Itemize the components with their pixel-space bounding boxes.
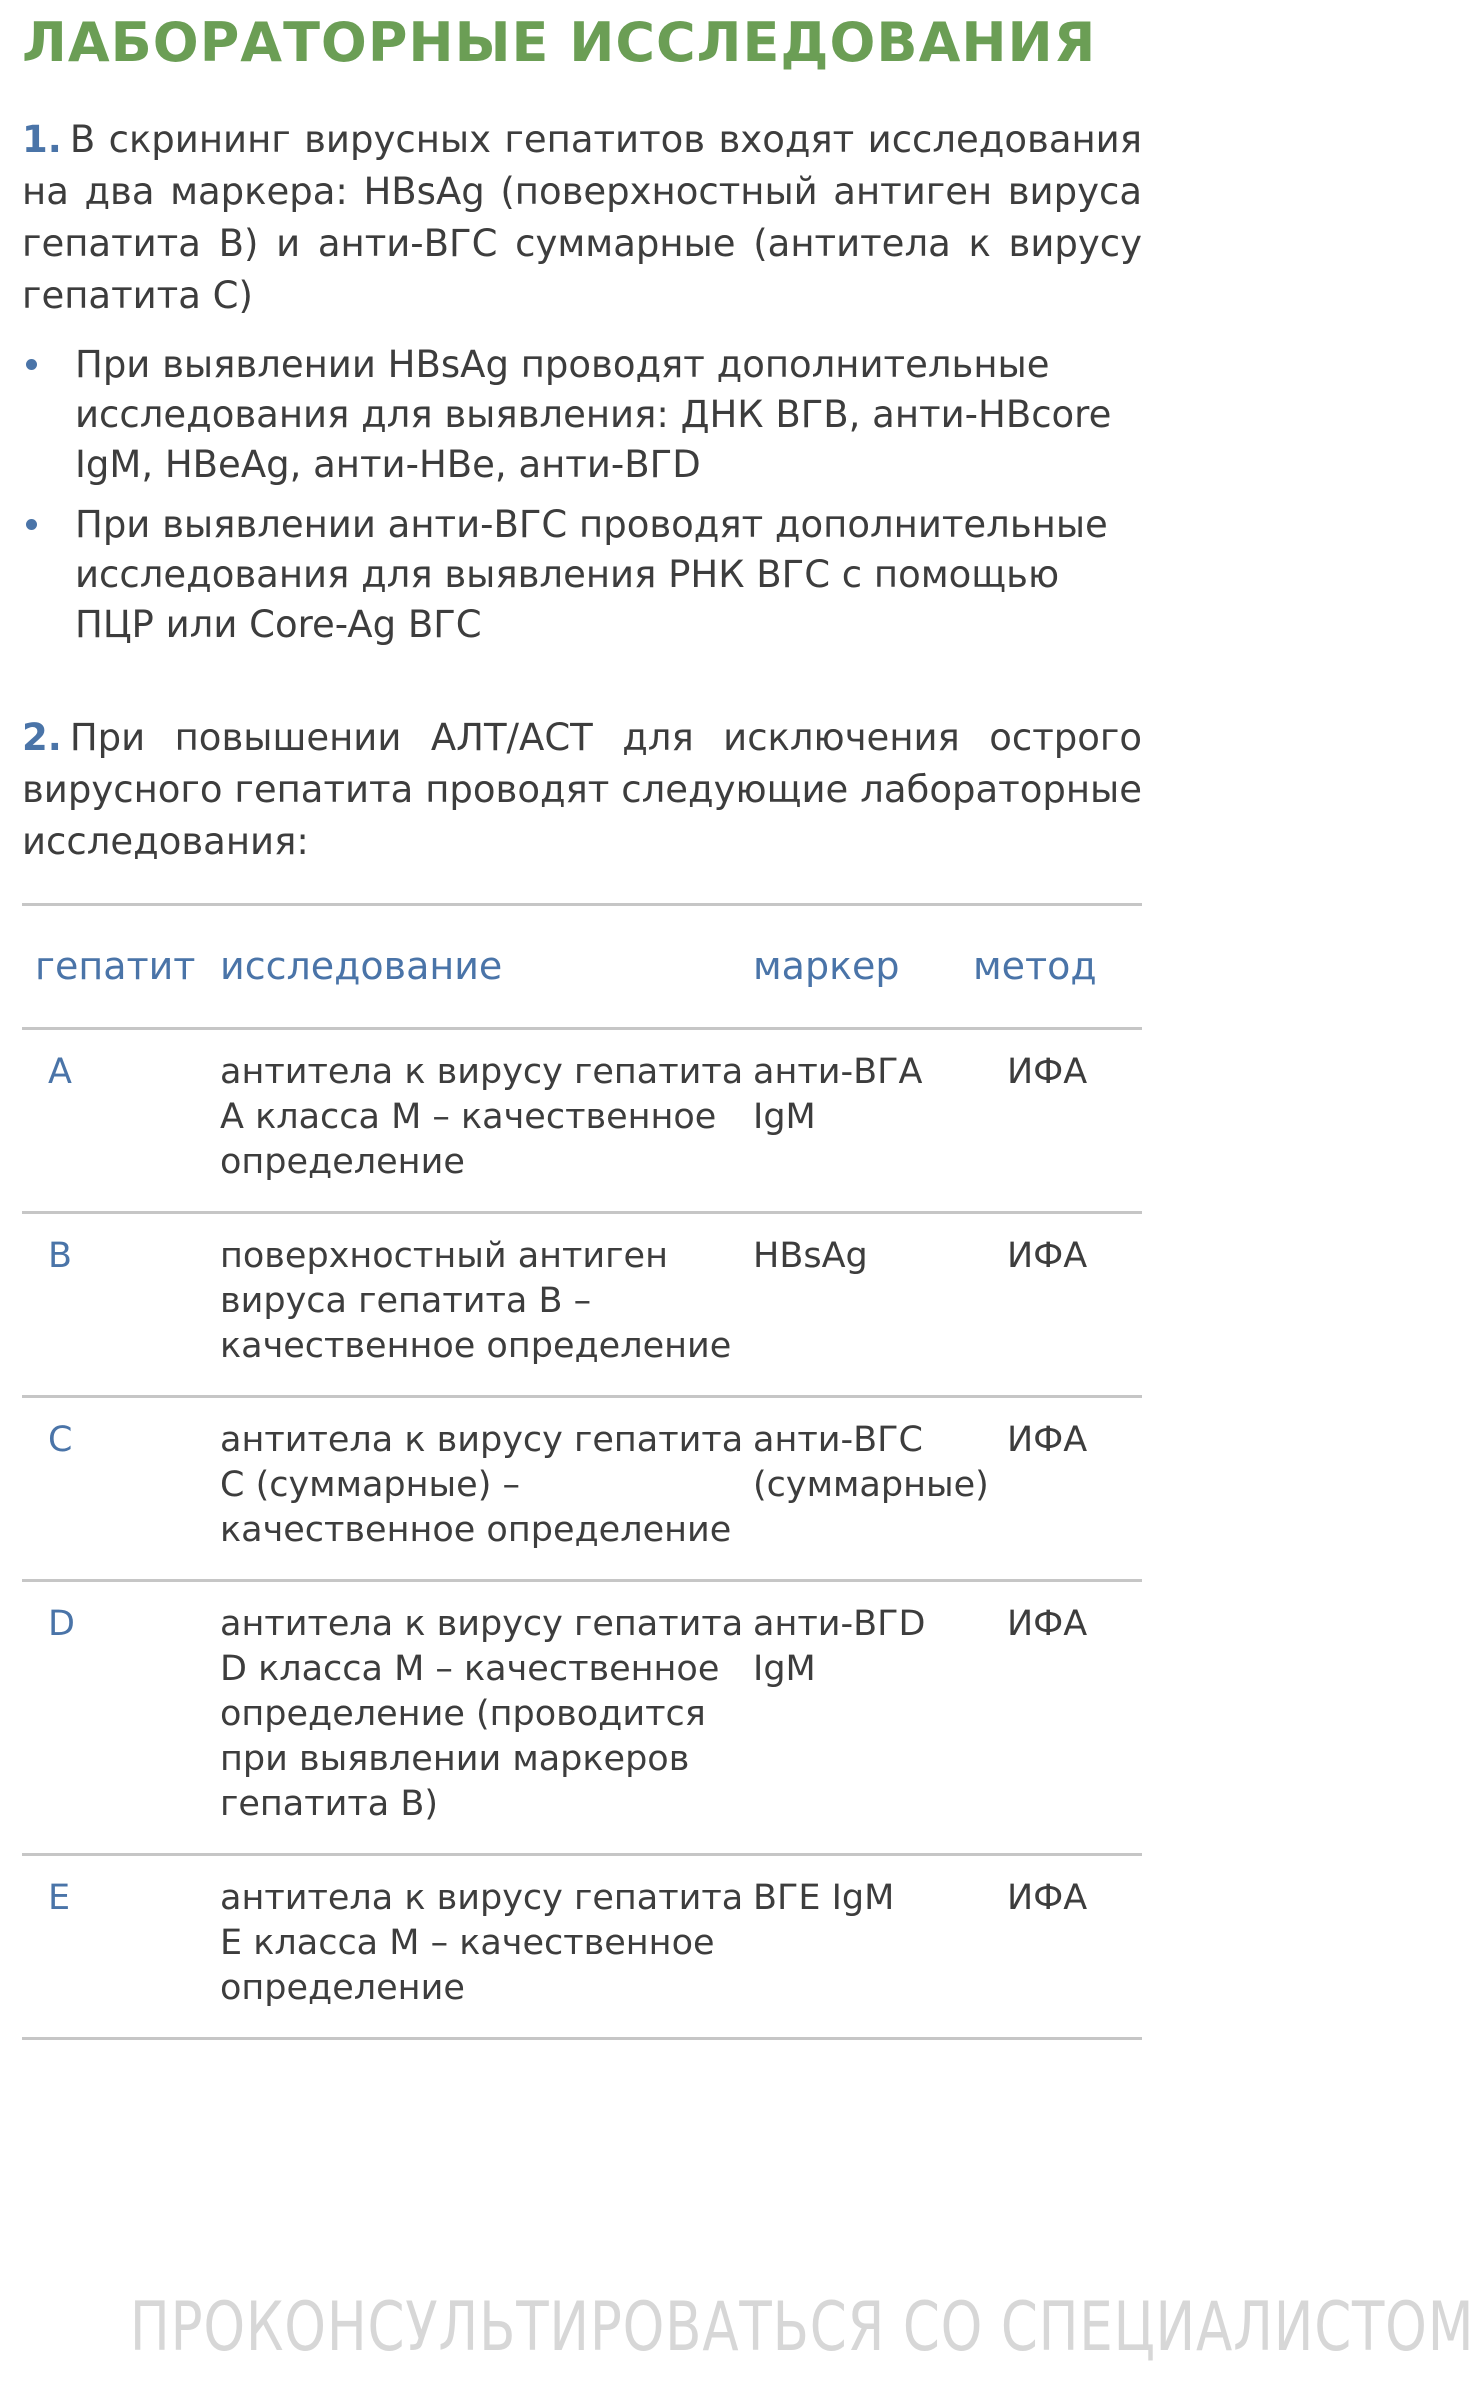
cell-study: антитела к вирусу гепатита E класса M – качественное определение: [220, 1878, 744, 2008]
cell-study: поверхностный антиген вируса гепатита B – качественное определение: [220, 1236, 732, 1366]
cell-method: ИФА: [1007, 1604, 1088, 1644]
cell-method: ИФА: [1007, 1236, 1088, 1276]
hepatitis-test-table: [22, 903, 1142, 2040]
cell-method: ИФА: [1007, 1052, 1088, 1092]
cell-hepatitis: E: [48, 1878, 71, 1918]
page-content: [22, 0, 1142, 2008]
section-2-paragraph: [22, 712, 1142, 868]
section-2-number: 2.: [22, 716, 62, 759]
table-row: [22, 1582, 1142, 1856]
bullet-item: [22, 500, 1142, 650]
section-1-text: В скрининг вирусных гепатитов входят исследования на два маркера: HBsAg (поверхностный антиген вируса гепатита B) и анти-ВГС суммарные (антитела к вирусу гепатита C): [22, 118, 1142, 317]
cell-marker: анти-ВГС (суммарные): [753, 1420, 989, 1505]
table-header-row: [22, 906, 1142, 1030]
cell-hepatitis: A: [48, 1052, 72, 1092]
bullet-dot-icon: [26, 519, 37, 530]
cell-marker: анти-ВГD IgM: [753, 1604, 926, 1689]
section-1-number: 1.: [22, 118, 62, 161]
section-2-text: При повышении АЛТ/АСТ для исключения острого вирусного гепатита проводят следующие лабораторные исследования:: [22, 716, 1142, 863]
section-1-bullet-list: [22, 340, 1142, 650]
table-row: [22, 1214, 1142, 1398]
cell-marker: анти-ВГА IgM: [753, 1052, 923, 1137]
column-header-study: исследование: [220, 944, 503, 988]
cell-hepatitis: C: [48, 1420, 73, 1460]
column-header-hepatitis: гепатит: [35, 944, 196, 988]
bullet-item: [22, 340, 1142, 490]
table-row: [22, 1030, 1142, 1214]
cell-marker: ВГЕ IgM: [753, 1878, 895, 1918]
cell-study: антитела к вирусу гепатита D класса M – качественное определение (проводится при выявлении маркеров гепатита B): [220, 1604, 744, 1824]
table-row: [22, 1856, 1142, 2040]
cell-study: антитела к вирусу гепатита C (суммарные) – качественное определение: [220, 1420, 744, 1550]
cell-study: антитела к вирусу гепатита A класса M – качественное определение: [220, 1052, 744, 1182]
cell-method: ИФА: [1007, 1878, 1088, 1918]
page-title: ЛАБОРАТОРНЫЕ ИССЛЕДОВАНИЯ: [22, 11, 1097, 74]
table-row: [22, 1398, 1142, 1582]
cell-hepatitis: D: [48, 1604, 75, 1644]
bullet-dot-icon: [26, 359, 37, 370]
bullet-text: При выявлении HBsAg проводят дополнительные исследования для выявления: ДНК ВГВ, анти-HBcore IgM, HBeAg, анти-HBe, анти-ВГD: [75, 343, 1112, 486]
consult-specialist-link[interactable]: ПРОКОНСУЛЬТИРОВАТЬСЯ СО СПЕЦИАЛИСТОМ: [129, 2288, 1474, 2367]
cell-hepatitis: B: [48, 1236, 73, 1276]
cell-method: ИФА: [1007, 1420, 1088, 1460]
cell-marker: HBsAg: [753, 1236, 868, 1276]
section-1-paragraph: [22, 114, 1142, 322]
bullet-text: При выявлении анти-ВГС проводят дополнительные исследования для выявления РНК ВГС с помощью ПЦР или Core-Ag ВГС: [75, 503, 1108, 646]
column-header-method: метод: [973, 944, 1097, 988]
column-header-marker: маркер: [753, 944, 900, 988]
